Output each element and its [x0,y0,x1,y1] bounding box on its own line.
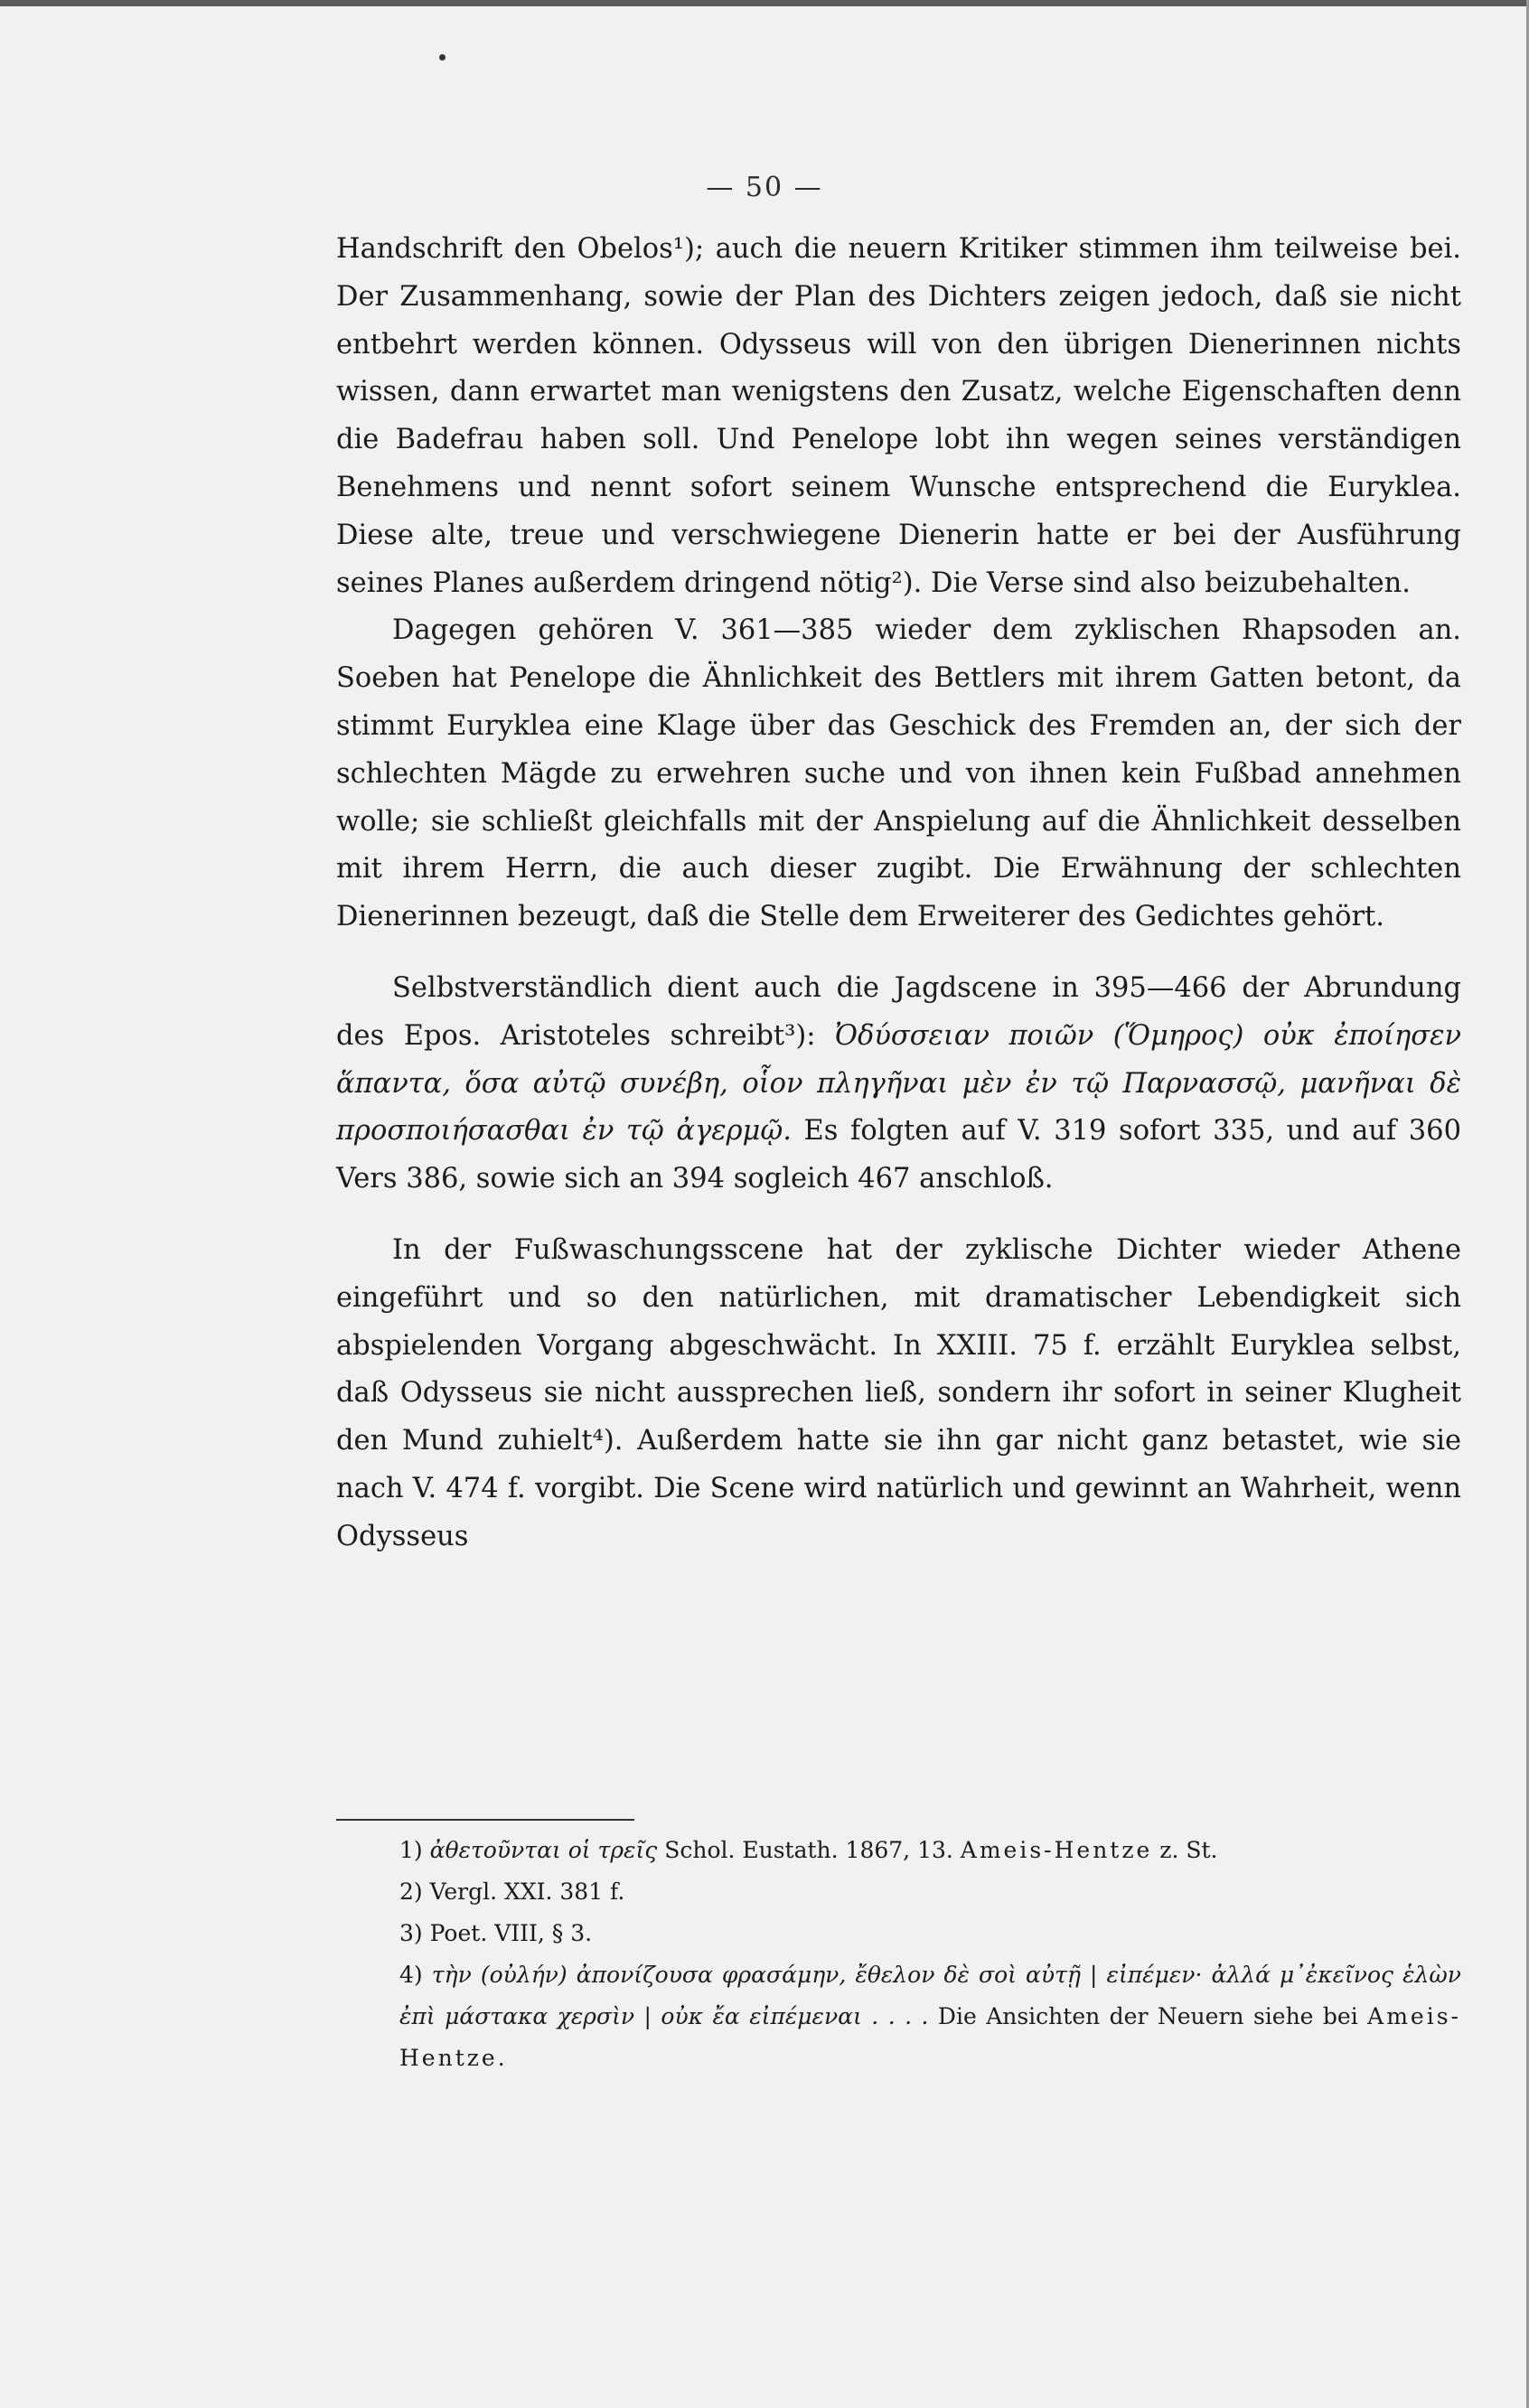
footnote-3 [336,1913,1461,1954]
footnote-end: . [497,2045,505,2071]
footnote-mark: 1) [399,1837,423,1863]
scan-speck [439,54,446,61]
footnote-text: Poet. VIII, § 3. [429,1920,593,1946]
page-number: — 50 — [706,172,823,203]
footnote-author: Ameis-Hentze [960,1837,1153,1863]
footnote-mark: 3) [399,1920,423,1946]
paragraph-3-tail: Es folgten auf V. 319 sofort 335, und auf 360 Vers 386, sowie sich an 394 sogleich 467 anschloß. [336,1115,1461,1195]
paragraph-2: Dagegen gehören V. 361—385 wieder dem zyklischen Rhapsoden an. Soeben hat Penelope die Ähnlichkeit des Bettlers mit ihrem Gatten betont, da stimmt Euryklea eine Klage über das Geschick des Fremden an, der sich der schlechten Mägde zu erwehren suche und von ihnen kein Fußbad annehmen wolle; sie schließt gleichfalls mit der Anspielung auf die Ähnlichkeit desselben mit ihrem Herrn, die auch dieser zugibt. Die Erwähnung der schlechten Dienerinnen bezeugt, daß die Stelle dem Erweiterer des Gedichtes gehört. [336,614,1461,933]
footnote-greek: ἀθετοῦνται οἱ τρεῖς [429,1837,658,1863]
footnote-1 [336,1830,1461,1871]
footnote-text: Vergl. XXI. 381 f. [429,1879,625,1905]
footnote-2 [336,1871,1461,1913]
main-text [336,226,1461,1561]
scan-top-border [0,0,1529,6]
footnotes [336,1830,1461,2079]
footnote-author: Ameis-Hentze [399,2003,1461,2071]
paragraph-3-lead: Selbstverständlich dient auch die Jagdscene in 395—466 der Abrundung des Epos. Aristoteles schreibt³): [336,971,1461,1052]
paragraph-1: Handschrift den Obelos¹); auch die neuern Kritiker stimmen ihm teilweise bei. Der Zusammenhang, sowie der Plan des Dichters zeigen jedoch, daß sie nicht entbehrt werden können. Odysseus will von den übrigen Dienerinnen nichts wissen, dann erwartet man wenigstens den Zusatz, welche Eigenschaften denn die Badefrau haben soll. Und Penelope lobt ihn wegen seines verständigen Benehmens und nennt sofort seinem Wunsche entsprechend die Euryklea. Diese alte, treue und verschwiegene Dienerin hatte er bei der Ausführung seines Planes außerdem dringend nötig²). Die Verse sind also beizubehalten. [336,233,1461,599]
aristotle-quote: Ὀδύσσειαν ποιῶν (Ὅμηρος) οὐκ ἐποίησεν ἅπαντα, ὅσα αὐτῷ συνέβη, οἷον πληγῆναι μὲν ἐν τῷ Παρνασσῷ, μανῆναι δὲ προσποιήσασθαι ἐν τῷ ἀγερμῷ. [336,1019,1461,1148]
footnote-divider [336,1819,634,1821]
footnote-end: z. St. [1152,1837,1218,1863]
paragraph-3 [336,965,1461,1204]
footnote-text: Die Ansichten der Neuern siehe bei [928,2003,1368,2029]
footnote-4 [336,1954,1461,2079]
footnote-mark: 2) [399,1879,423,1905]
footnote-greek: τὴν (οὐλήν) ἀπονίζουσα φρασάμην, ἔθελον δὲ σοὶ αὐτῇ | εἰπέμεν· ἀλλά μ᾽ἐκεῖνος ἑλὼν ἐπὶ μάστακα χερσὶν | οὐκ ἔα εἰπέμεναι . . . . [399,1962,1461,2029]
footnote-text: Schol. Eustath. 1867, 13. [657,1837,961,1863]
footnote-mark: 4) [399,1962,423,1988]
paragraph-4: In der Fußwaschungsscene hat der zyklische Dichter wieder Athene eingeführt und so den natürlichen, mit dramatischer Lebendigkeit sich abspielenden Vorgang abgeschwächt. In XXIII. 75 f. erzählt Euryklea selbst, daß Odysseus sie nicht aussprechen ließ, sondern ihr sofort in seiner Klugheit den Mund zuhielt⁴). Außerdem hatte sie ihn gar nicht ganz betastet, wie sie nach V. 474 f. vorgibt. Die Scene wird natürlich und gewinnt an Wahrheit, wenn Odysseus [336,1233,1461,1552]
